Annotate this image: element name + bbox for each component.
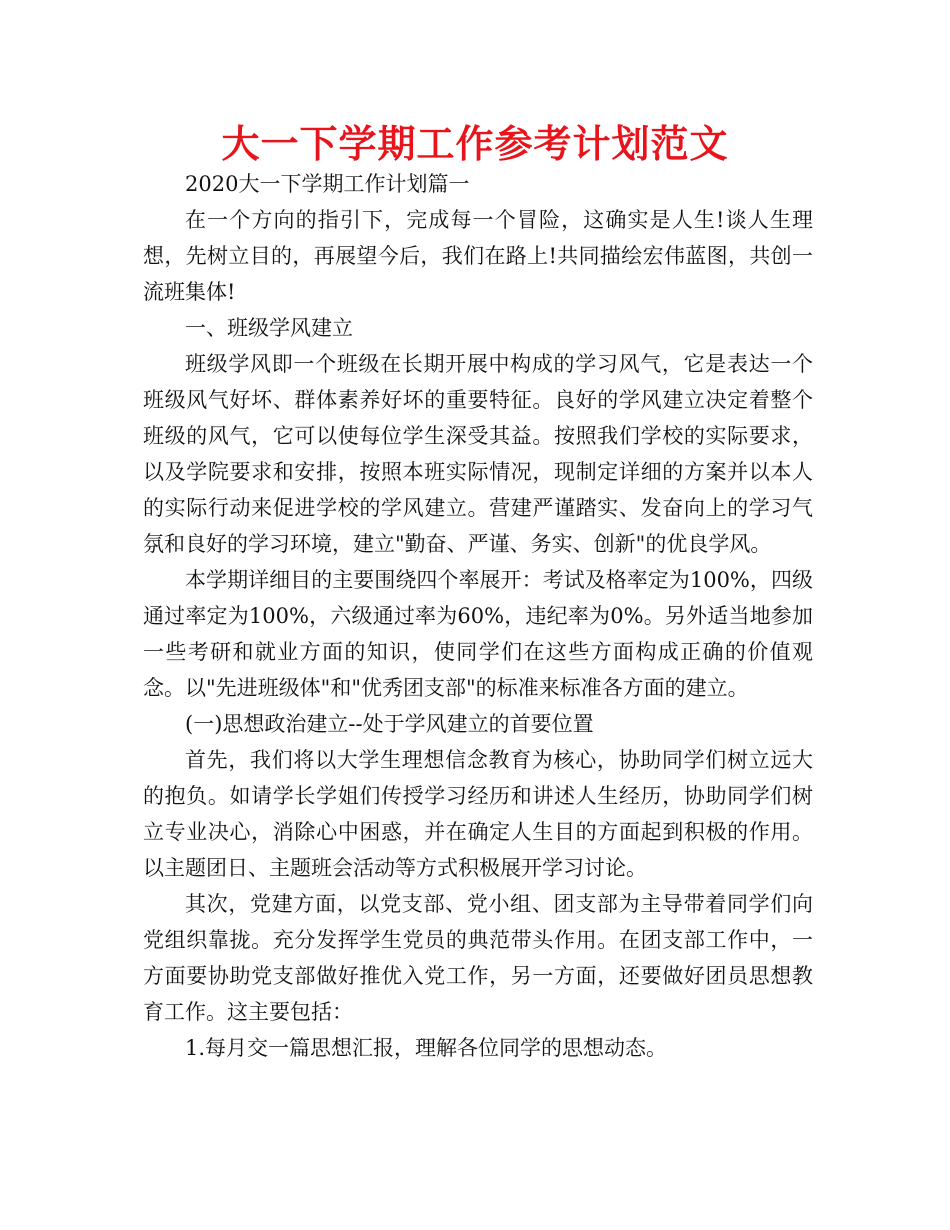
section-heading-class-style: 一、班级学风建立	[185, 316, 353, 340]
document-body	[143, 166, 813, 1066]
paragraph-first: 首先，我们将以大学生理想信念教育为核心，协助同学们树立远大的抱负。如请学长学姐们传授学习经历和讲述人生经历，协助同学们树立专业决心，消除心中困惑，并在确定人生目的方面起到积极的作用。以主题团日、主题班会活动等方式积极展开学习讨论。	[143, 748, 813, 880]
paragraph-intro: 在一个方向的指引下，完成每一个冒险，这确实是人生!谈人生理想，先树立目的，再展望今后，我们在路上!共同描绘宏伟蓝图，共创一流班集体!	[143, 208, 813, 304]
section-heading-plan-one: 2020大一下学期工作计划篇一	[185, 172, 470, 196]
paragraph-class-style: 班级学风即一个班级在长期开展中构成的学习风气，它是表达一个班级风气好坏、群体素养好坏的重要特征。良好的学风建立决定着整个班级的风气，它可以使每位学生深受其益。按照我们学校的实际要求，以及学院要求和安排，按照本班实际情况，现制定详细的方案并以本人的实际行动来促进学校的学风建立。营建严谨踏实、发奋向上的学习气氛和良好的学习环境，建立"勤奋、严谨、务实、创新"的优良学风。	[143, 352, 813, 556]
subsection-heading-ideology: (一)思想政治建立--处于学风建立的首要位置	[185, 712, 594, 736]
document-title: 大一下学期工作参考计划范文	[221, 122, 729, 166]
list-item-monthly-report: 1.每月交一篇思想汇报，理解各位同学的思想动态。	[185, 1036, 668, 1060]
paragraph-second: 其次，党建方面，以党支部、党小组、团支部为主导带着同学们向党组织靠拢。充分发挥学生党员的典范带头作用。在团支部工作中，一方面要协助党支部做好推优入党工作，另一方面，还要做好团员思想教育工作。这主要包括：	[143, 892, 813, 1024]
paragraph-semester-goals: 本学期详细目的主要围绕四个率展开：考试及格率定为100%，四级通过率定为100%，六级通过率为60%，违纪率为0%。另外适当地参加一些考研和就业方面的知识，使同学们在这些方面构成正确的价值观念。以"先进班级体"和"优秀团支部"的标准来标准各方面的建立。	[143, 568, 813, 700]
